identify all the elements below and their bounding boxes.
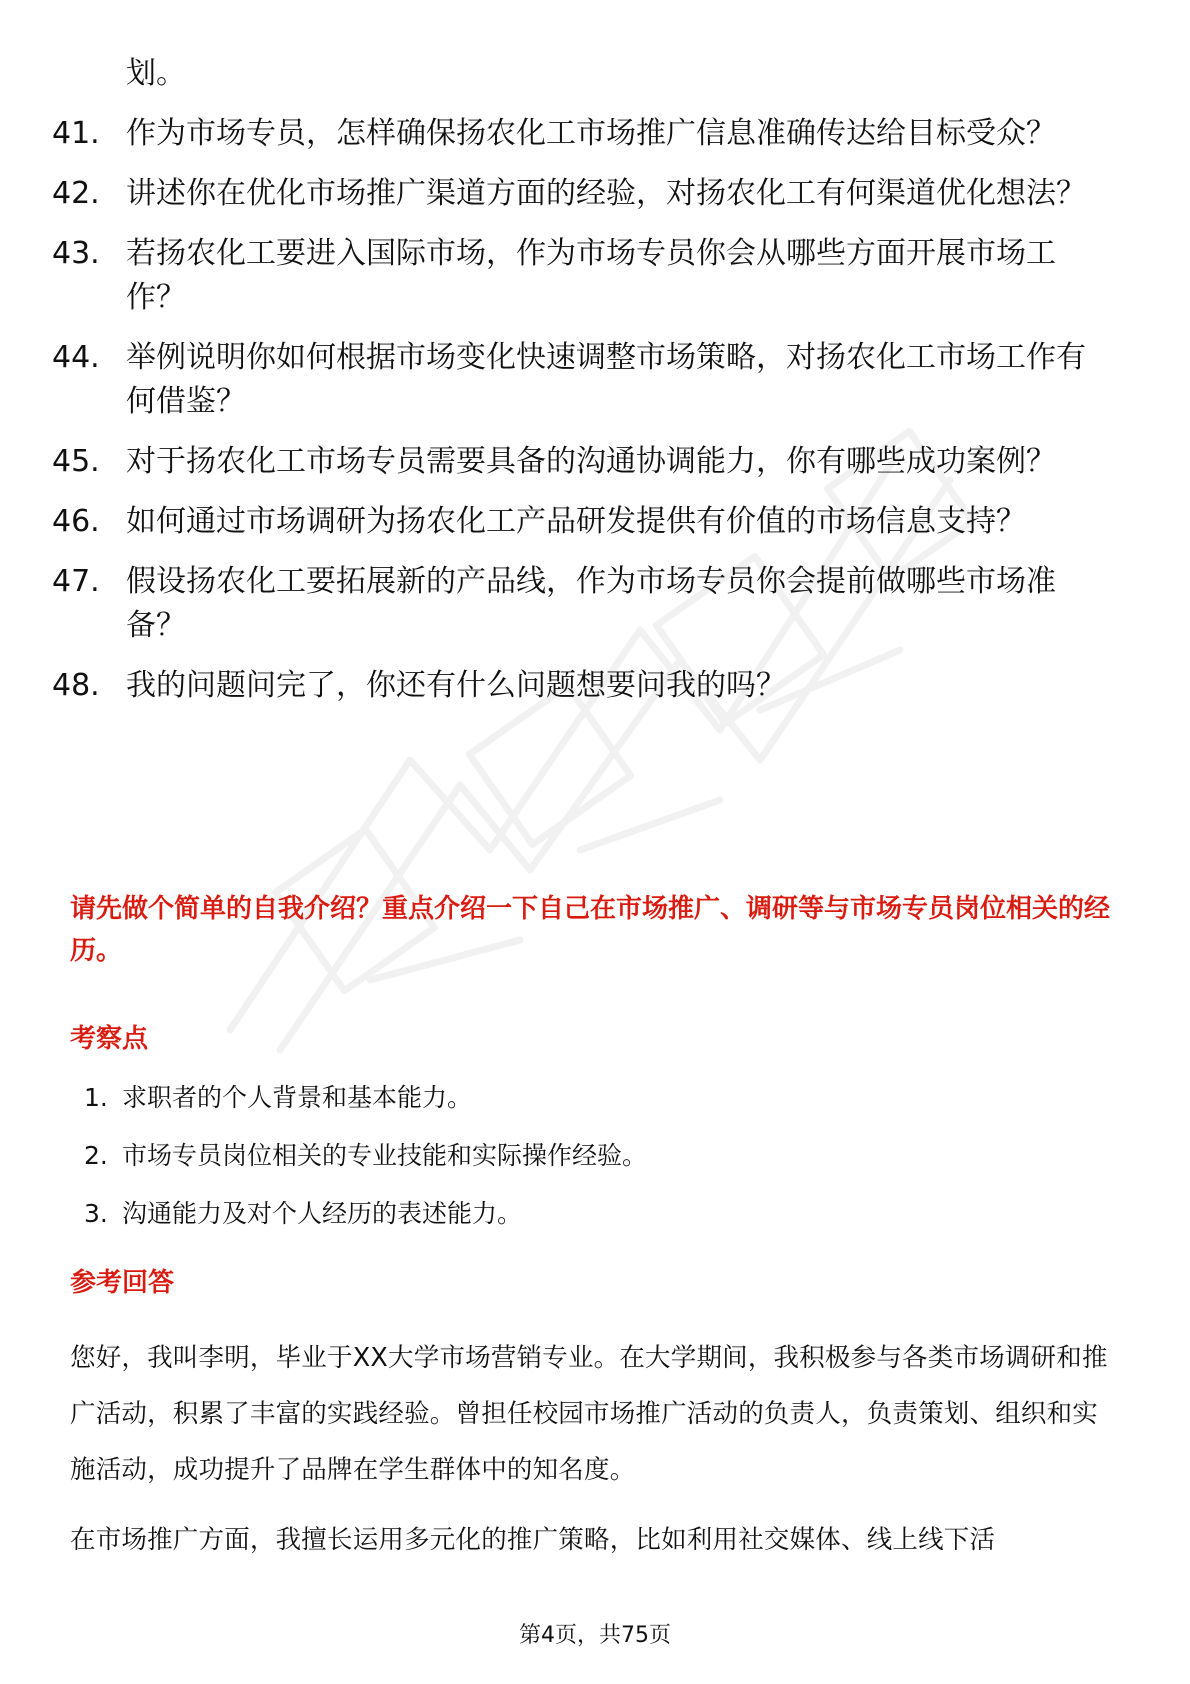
question-item (52, 500, 1112, 544)
assessment-points-list (84, 1080, 1084, 1254)
question-number: 46. (52, 504, 100, 539)
question-number: 47. (52, 564, 100, 599)
question-item (52, 112, 1112, 156)
question-number: 44. (52, 340, 100, 375)
question-text: 若扬农化工要进入国际市场，作为市场专员你会从哪些方面开展市场工作？ (126, 236, 1056, 315)
point-text: 市场专员岗位相关的专业技能和实际操作经验。 (122, 1141, 648, 1170)
question-text: 假设扬农化工要拓展新的产品线，作为市场专员你会提前做哪些市场准备？ (126, 564, 1056, 643)
point-text: 沟通能力及对个人经历的表述能力。 (122, 1199, 523, 1228)
question-number: 43. (52, 236, 100, 271)
answer-heading: 参考回答 (70, 1268, 175, 1298)
question-number: 45. (52, 444, 100, 479)
question-item (52, 336, 1112, 424)
question-list (52, 112, 1112, 724)
assessment-point (84, 1138, 1084, 1174)
answer-paragraph: 您好，我叫李明，毕业于XX大学市场营销专业。在大学期间，我积极参与各类市场调研和推广活动，积累了丰富的实践经验。曾担任校园市场推广活动的负责人，负责策划、组织和实施活动，成功提升了品牌在学生群体中的知名度。 (70, 1343, 1108, 1485)
assessment-point (84, 1196, 1084, 1232)
question-text: 如何通过市场调研为扬农化工产品研发提供有价值的市场信息支持？ (126, 504, 1026, 539)
question-text: 对于扬农化工市场专员需要具备的沟通协调能力，你有哪些成功案例？ (126, 444, 1056, 479)
point-text: 求职者的个人背景和基本能力。 (122, 1083, 473, 1112)
point-number: 3. (84, 1199, 108, 1228)
question-text: 我的问题问完了，你还有什么问题想要问我的吗？ (126, 668, 786, 703)
continued-text: 划。 (126, 56, 186, 91)
question-item (52, 664, 1112, 708)
question-item (52, 172, 1112, 216)
assessment-point (84, 1080, 1084, 1116)
question-number: 48. (52, 668, 100, 703)
featured-question: 请先做个简单的自我介绍？重点介绍一下自己在市场推广、调研等与市场专员岗位相关的经历。 (70, 894, 1111, 966)
point-number: 1. (84, 1083, 108, 1112)
question-item (52, 440, 1112, 484)
question-number: 42. (52, 176, 100, 211)
question-item (52, 232, 1112, 320)
point-number: 2. (84, 1141, 108, 1170)
question-text: 讲述你在优化市场推广渠道方面的经验，对扬农化工有何渠道优化想法？ (126, 176, 1086, 211)
page-footer: 第4页，共75页 (519, 1623, 671, 1648)
question-number: 41. (52, 116, 100, 151)
answer-paragraph: 在市场推广方面，我擅长运用多元化的推广策略，比如利用社交媒体、线上线下活 (70, 1525, 996, 1555)
question-text: 作为市场专员，怎样确保扬农化工市场推广信息准确传达给目标受众？ (126, 116, 1056, 151)
points-heading: 考察点 (70, 1024, 149, 1054)
question-item (52, 560, 1112, 648)
question-text: 举例说明你如何根据市场变化快速调整市场策略，对扬农化工市场工作有何借鉴？ (126, 340, 1086, 419)
